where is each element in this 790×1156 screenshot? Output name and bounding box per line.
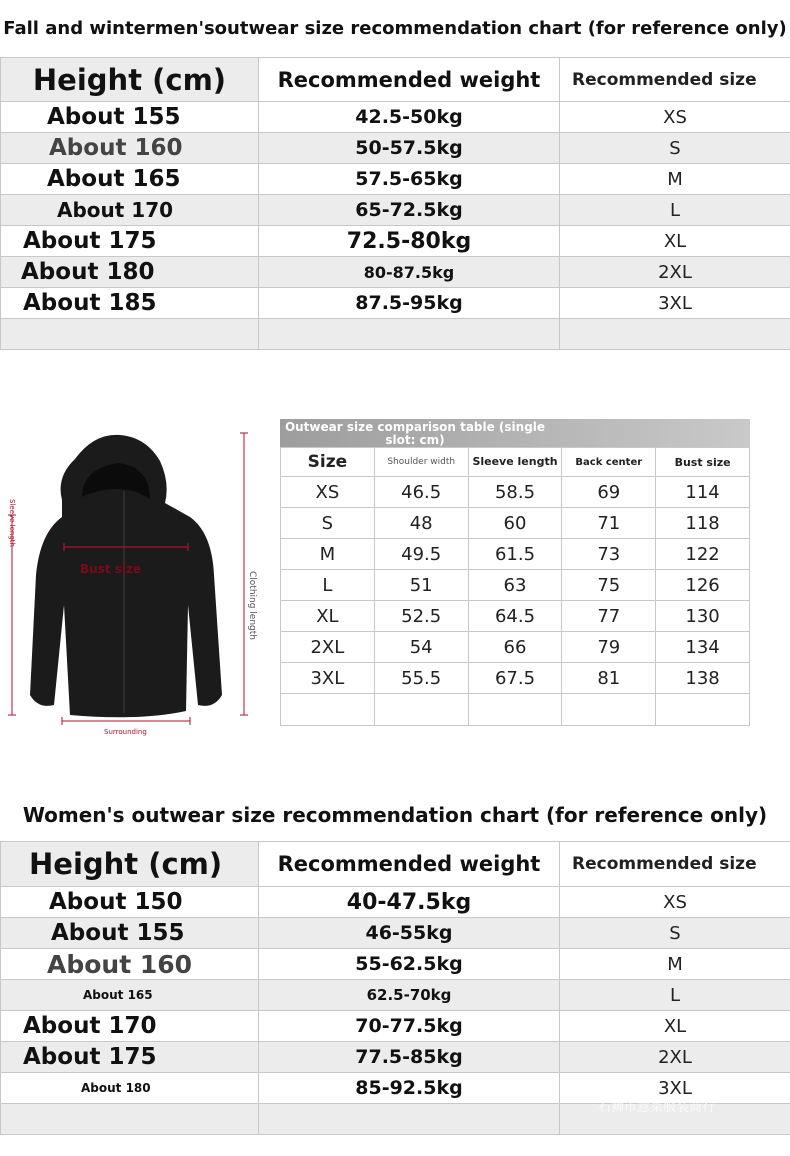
cmp-cell: 73 bbox=[562, 539, 656, 570]
men-row-size: 3XL bbox=[560, 288, 790, 319]
women-row-weight: 85-92.5kg bbox=[259, 1073, 560, 1104]
empty-cell bbox=[374, 694, 468, 726]
men-header-height: Height (cm) bbox=[1, 58, 259, 102]
women-row-weight: 46-55kg bbox=[259, 918, 560, 949]
cmp-cell: XS bbox=[281, 477, 375, 508]
men-row-height: About 170 bbox=[1, 195, 259, 226]
women-row-size: 2XL bbox=[560, 1042, 790, 1073]
men-row-size: M bbox=[560, 164, 790, 195]
women-row-weight: 77.5-85kg bbox=[259, 1042, 560, 1073]
comparison-table bbox=[280, 447, 750, 726]
men-row-size: L bbox=[560, 195, 790, 226]
comparison-title: Outwear size comparison table (single slot: cm) bbox=[280, 419, 750, 447]
men-row-weight: 87.5-95kg bbox=[259, 288, 560, 319]
cmp-header-bust: Bust size bbox=[656, 448, 750, 477]
cmp-cell: 77 bbox=[562, 601, 656, 632]
women-row-size: XS bbox=[560, 887, 790, 918]
jacket-diagram bbox=[0, 425, 278, 745]
cmp-cell: 51 bbox=[374, 570, 468, 601]
cmp-cell: 3XL bbox=[281, 663, 375, 694]
shop-watermark: 石狮市意菜服装商行 bbox=[598, 1100, 716, 1115]
cmp-cell: 118 bbox=[656, 508, 750, 539]
women-row-height: About 170 bbox=[1, 1011, 259, 1042]
cmp-cell: 79 bbox=[562, 632, 656, 663]
men-row-weight: 72.5-80kg bbox=[259, 226, 560, 257]
cmp-cell: 130 bbox=[656, 601, 750, 632]
women-header-height: Height (cm) bbox=[1, 842, 259, 887]
empty-cell bbox=[259, 1104, 560, 1135]
cmp-cell: 69 bbox=[562, 477, 656, 508]
cmp-cell: XL bbox=[281, 601, 375, 632]
men-row-weight: 65-72.5kg bbox=[259, 195, 560, 226]
women-row-height: About 165 bbox=[1, 980, 259, 1011]
women-row-size: S bbox=[560, 918, 790, 949]
cmp-cell: 61.5 bbox=[468, 539, 562, 570]
women-row-weight: 70-77.5kg bbox=[259, 1011, 560, 1042]
women-row-weight: 55-62.5kg bbox=[259, 949, 560, 980]
cmp-header-size: Size bbox=[281, 448, 375, 477]
cmp-cell: 48 bbox=[374, 508, 468, 539]
women-row-height: About 155 bbox=[1, 918, 259, 949]
cmp-cell: 81 bbox=[562, 663, 656, 694]
empty-cell bbox=[468, 694, 562, 726]
men-row-height: About 155 bbox=[1, 102, 259, 133]
cmp-cell: 54 bbox=[374, 632, 468, 663]
empty-cell bbox=[1, 319, 259, 350]
women-row-size: L bbox=[560, 980, 790, 1011]
cmp-cell: 55.5 bbox=[374, 663, 468, 694]
empty-cell bbox=[656, 694, 750, 726]
cmp-cell: 46.5 bbox=[374, 477, 468, 508]
men-row-weight: 50-57.5kg bbox=[259, 133, 560, 164]
men-row-height: About 185 bbox=[1, 288, 259, 319]
women-row-size: XL bbox=[560, 1011, 790, 1042]
cmp-header-shoulder: Shoulder width bbox=[374, 448, 468, 477]
cmp-cell: 2XL bbox=[281, 632, 375, 663]
women-size-table bbox=[0, 841, 790, 1135]
men-row-height: About 165 bbox=[1, 164, 259, 195]
cmp-cell: 75 bbox=[562, 570, 656, 601]
cmp-cell: 52.5 bbox=[374, 601, 468, 632]
cmp-cell: 66 bbox=[468, 632, 562, 663]
women-row-size: 3XL bbox=[560, 1073, 790, 1104]
women-header-weight: Recommended weight bbox=[259, 842, 560, 887]
cmp-cell: 122 bbox=[656, 539, 750, 570]
cmp-cell: 58.5 bbox=[468, 477, 562, 508]
cmp-cell: 71 bbox=[562, 508, 656, 539]
men-row-weight: 57.5-65kg bbox=[259, 164, 560, 195]
women-chart-title: Women's outwear size recommendation chart (for reference only) bbox=[22, 803, 768, 827]
women-row-size: M bbox=[560, 949, 790, 980]
men-row-size: XS bbox=[560, 102, 790, 133]
clothing-length-label: Clothing length bbox=[247, 571, 257, 640]
men-chart-title: Fall and wintermen'soutwear size recommendation chart (for reference only) bbox=[3, 18, 787, 39]
men-header-weight: Recommended weight bbox=[259, 58, 560, 102]
women-row-height: About 175 bbox=[1, 1042, 259, 1073]
men-row-weight: 80-87.5kg bbox=[259, 257, 560, 288]
cmp-cell: 60 bbox=[468, 508, 562, 539]
cmp-cell: 126 bbox=[656, 570, 750, 601]
women-row-height: About 160 bbox=[1, 949, 259, 980]
empty-cell bbox=[560, 319, 790, 350]
women-row-weight: 62.5-70kg bbox=[259, 980, 560, 1011]
empty-cell bbox=[259, 319, 560, 350]
bust-size-label: Bust size bbox=[80, 562, 142, 576]
men-row-height: About 160 bbox=[1, 133, 259, 164]
cmp-cell: 134 bbox=[656, 632, 750, 663]
men-row-height: About 180 bbox=[1, 257, 259, 288]
cmp-cell: 63 bbox=[468, 570, 562, 601]
cmp-cell: L bbox=[281, 570, 375, 601]
men-row-size: 2XL bbox=[560, 257, 790, 288]
men-row-weight: 42.5-50kg bbox=[259, 102, 560, 133]
men-row-size: S bbox=[560, 133, 790, 164]
empty-cell bbox=[562, 694, 656, 726]
sleeve-length-label: Sleeve length bbox=[8, 499, 16, 547]
men-row-size: XL bbox=[560, 226, 790, 257]
women-header-size: Recommended size bbox=[560, 842, 790, 887]
surrounding-label: Surrounding bbox=[104, 728, 147, 736]
women-row-weight: 40-47.5kg bbox=[259, 887, 560, 918]
cmp-cell: 67.5 bbox=[468, 663, 562, 694]
cmp-cell: 64.5 bbox=[468, 601, 562, 632]
cmp-cell: M bbox=[281, 539, 375, 570]
cmp-cell: 114 bbox=[656, 477, 750, 508]
men-row-height: About 175 bbox=[1, 226, 259, 257]
cmp-cell: 138 bbox=[656, 663, 750, 694]
cmp-cell: S bbox=[281, 508, 375, 539]
cmp-header-sleeve: Sleeve length bbox=[468, 448, 562, 477]
men-header-size: Recommended size bbox=[560, 58, 790, 102]
cmp-cell: 49.5 bbox=[374, 539, 468, 570]
women-row-height: About 150 bbox=[1, 887, 259, 918]
empty-cell bbox=[281, 694, 375, 726]
women-row-height: About 180 bbox=[1, 1073, 259, 1104]
cmp-header-back: Back center bbox=[562, 448, 656, 477]
men-size-table bbox=[0, 57, 790, 350]
empty-cell bbox=[1, 1104, 259, 1135]
